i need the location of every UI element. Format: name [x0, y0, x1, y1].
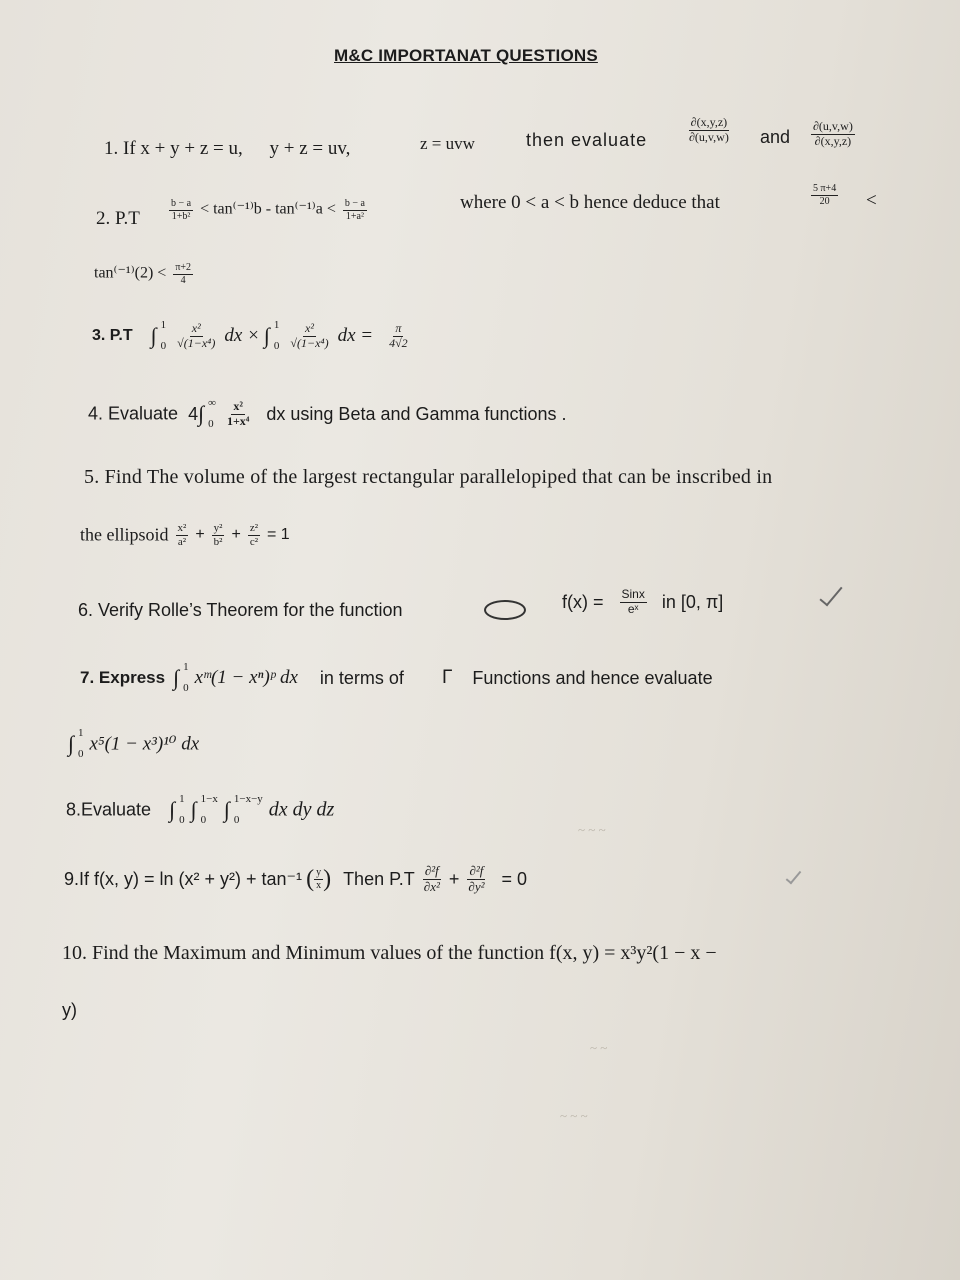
q2-where: where 0 < a < b hence deduce that [460, 192, 720, 213]
q3-frac1-num: x² [191, 320, 201, 335]
q1-part2: y + z = uv, [269, 138, 351, 159]
q2-frac3-num: 5 π+4 [813, 183, 837, 194]
q6-fx: f(x) = [562, 591, 604, 612]
q8-prefix: 8.Evaluate [66, 799, 152, 820]
q2-line1 [166, 198, 370, 222]
q7-integrand: xᵐ(1 − xⁿ)ᵖ dx [194, 667, 298, 688]
q2-frac3 [808, 183, 841, 207]
q3-frac1-den: √(1−x⁴) [177, 335, 216, 350]
q1-frac1-den: ∂(u,v,w) [689, 129, 729, 144]
question-8 [66, 794, 334, 826]
q3-prefix: 3. P.T [92, 327, 133, 344]
integral-sign: ∫ [263, 323, 270, 348]
q1-jacobian-1 [684, 116, 734, 145]
q2-frac4-den: 4 [180, 274, 186, 286]
q8-l2-lower: 0 [200, 814, 207, 826]
q6-interval: in [0, π] [661, 591, 724, 612]
q3-int1-lower: 0 [160, 340, 167, 352]
q2-frac1-num: b − a [171, 198, 192, 209]
q9-f1-den: ∂x² [423, 878, 440, 894]
q9-paren-num: y [316, 867, 322, 879]
q1-part3: z = uvw [420, 134, 475, 153]
q6-function [562, 588, 723, 617]
q7-line2-upper: 1 [78, 727, 84, 739]
q5-f2-num: y² [213, 522, 223, 534]
q5-f1-num: x² [177, 522, 187, 534]
integral-sign: ∫ [173, 665, 180, 690]
q9-prefix: 9.If f(x, y) = ln (x² + y²) + tan⁻¹ [64, 868, 303, 889]
q2-prefix: 2. P.T [96, 208, 140, 229]
q6-prefix: 6. Verify Rolle’s Theorem for the function [78, 600, 403, 620]
q10-line1: 10. Find the Maximum and Minimum values of the function f(x, y) = x³y²(1 − x − [62, 942, 717, 964]
integral-sign: ∫ [68, 731, 75, 756]
q9-eq: = 0 [501, 868, 528, 889]
q4-upper: ∞ [208, 397, 216, 409]
bleed-through-mark: ~ ~ ~ [560, 1108, 588, 1123]
q6-frac-den: eˣ [627, 601, 639, 616]
q9-plus: + [448, 868, 460, 889]
question-3 [92, 320, 413, 352]
check-mark-icon [786, 868, 802, 885]
q8-l3-upper: 1−x−y [233, 793, 263, 805]
q7-gamma: Γ [441, 667, 453, 688]
q1-prefix: 1. If x + y + z = u, [104, 138, 243, 159]
q4-lower: 0 [208, 418, 214, 430]
integral-sign: ∫ [198, 401, 205, 426]
q5-f3-num: z² [249, 522, 258, 534]
integral-sign: ∫ [169, 797, 176, 822]
question-9: 9.If f(x, y) = ln (x² + y²) + tan⁻¹ ( $\frac{y}{x}$ ) Then P.T $\frac{\text{∂²f}}{\text{∂x²}}$ + $\frac{\text{∂²f}}{\text{∂y²}}$ = 0 [64, 863, 528, 894]
q2-frac4-num: π+2 [175, 262, 192, 273]
q5-f1-den: a² [177, 535, 186, 548]
q1-jacobian-2 [808, 120, 858, 149]
page-title: M&C IMPORTANAT QUESTIONS [334, 46, 598, 65]
q5-f3-den: c² [249, 535, 258, 548]
q7-line2-lower: 0 [78, 748, 84, 760]
q2-line2-prefix: tan⁽⁻¹⁾(2) < [94, 264, 167, 282]
q5-line2-prefix: the ellipsoid [80, 524, 169, 545]
q5-line2: the ellipsoid $\frac{\text{x²}}{\text{a²}}$ + $\frac{\text{y²}}{\text{b²}}$ + $\frac{\text{z²}}{\text{c²}}$ = 1 [80, 522, 290, 548]
q8-l2-upper: 1−x [200, 793, 218, 805]
q7-mid: in terms of [319, 667, 404, 688]
q5-eq: = 1 [267, 526, 290, 544]
q7-prefix: 7. Express [80, 668, 166, 687]
bleed-through-mark: ~ ~ ~ [578, 822, 606, 837]
q7-upper: 1 [183, 661, 189, 673]
integral-sign: ∫ [223, 797, 230, 822]
q4-frac-den: 1+x⁴ [226, 413, 250, 428]
q2-frac2-num: b − a [344, 198, 365, 209]
q1-frac2-num: ∂(u,v,w) [813, 119, 853, 133]
q2-frac2-den: 1+a² [345, 210, 364, 222]
q7-lower: 0 [183, 682, 189, 694]
q3-dx1: dx × [224, 325, 260, 346]
q3-result-num: π [395, 320, 402, 335]
check-mark-icon [819, 582, 842, 607]
q4-coef: 4 [188, 403, 199, 424]
q9-f2-num: ∂²f [469, 863, 484, 878]
q8-l1-lower: 0 [179, 814, 185, 826]
integral-sign: ∫ [150, 323, 157, 348]
q3-int1-upper: 1 [160, 319, 167, 331]
q7-line2 [68, 728, 199, 760]
q7-suffix: Functions and hence evaluate [472, 667, 713, 688]
q7-line2-expr: x⁵(1 − x³)¹⁰ dx [89, 733, 200, 755]
bleed-through-mark: ~ ~ [590, 1040, 608, 1055]
q2-lt: < [866, 190, 877, 211]
question-7 [80, 662, 713, 694]
question-1 [104, 138, 350, 160]
q5-f2-den: b² [213, 535, 223, 548]
q1-frac1-num: ∂(x,y,z) [690, 115, 728, 129]
q4-suffix: dx using Beta and Gamma functions . [266, 403, 567, 424]
q1-and: and [760, 127, 791, 147]
integral-sign: ∫ [190, 797, 197, 822]
q2-middle: < tan⁽⁻¹⁾b - tan⁽⁻¹⁾a < [200, 200, 336, 218]
q3-frac2-den: √(1−x⁴) [290, 335, 329, 350]
q3-dx2: dx = [337, 325, 374, 346]
q9-f2-den: ∂y² [468, 878, 485, 894]
q1-part4: then evaluate [526, 130, 648, 150]
q2-line2 [94, 262, 196, 286]
q9-f1-num: ∂²f [424, 863, 439, 878]
q2-frac1-den: 1+b² [171, 210, 191, 222]
q3-frac2-num: x² [305, 320, 314, 335]
q8-integrand: dx dy dz [268, 798, 335, 821]
scribble-mark [484, 600, 526, 620]
q3-int2-lower: 0 [273, 340, 280, 352]
q3-result-den: 4√2 [389, 335, 408, 350]
q8-l3-lower: 0 [233, 814, 240, 826]
q5-line1: 5. Find The volume of the largest rectangular parallelopiped that can be inscribed in [84, 466, 773, 488]
q4-prefix: 4. Evaluate [88, 403, 179, 424]
q9-then: Then P.T [343, 868, 415, 889]
question-4 [88, 398, 567, 430]
q1-frac2-den: ∂(x,y,z) [814, 133, 852, 148]
q4-frac-num: x² [233, 398, 243, 413]
q8-l1-upper: 1 [179, 793, 185, 805]
q6-frac-num: Sinx [621, 587, 645, 601]
q10-line2: y) [62, 1000, 77, 1020]
q9-paren-den: x [316, 879, 322, 891]
q3-int2-upper: 1 [273, 319, 280, 331]
q2-frac3-den: 20 [819, 195, 830, 207]
